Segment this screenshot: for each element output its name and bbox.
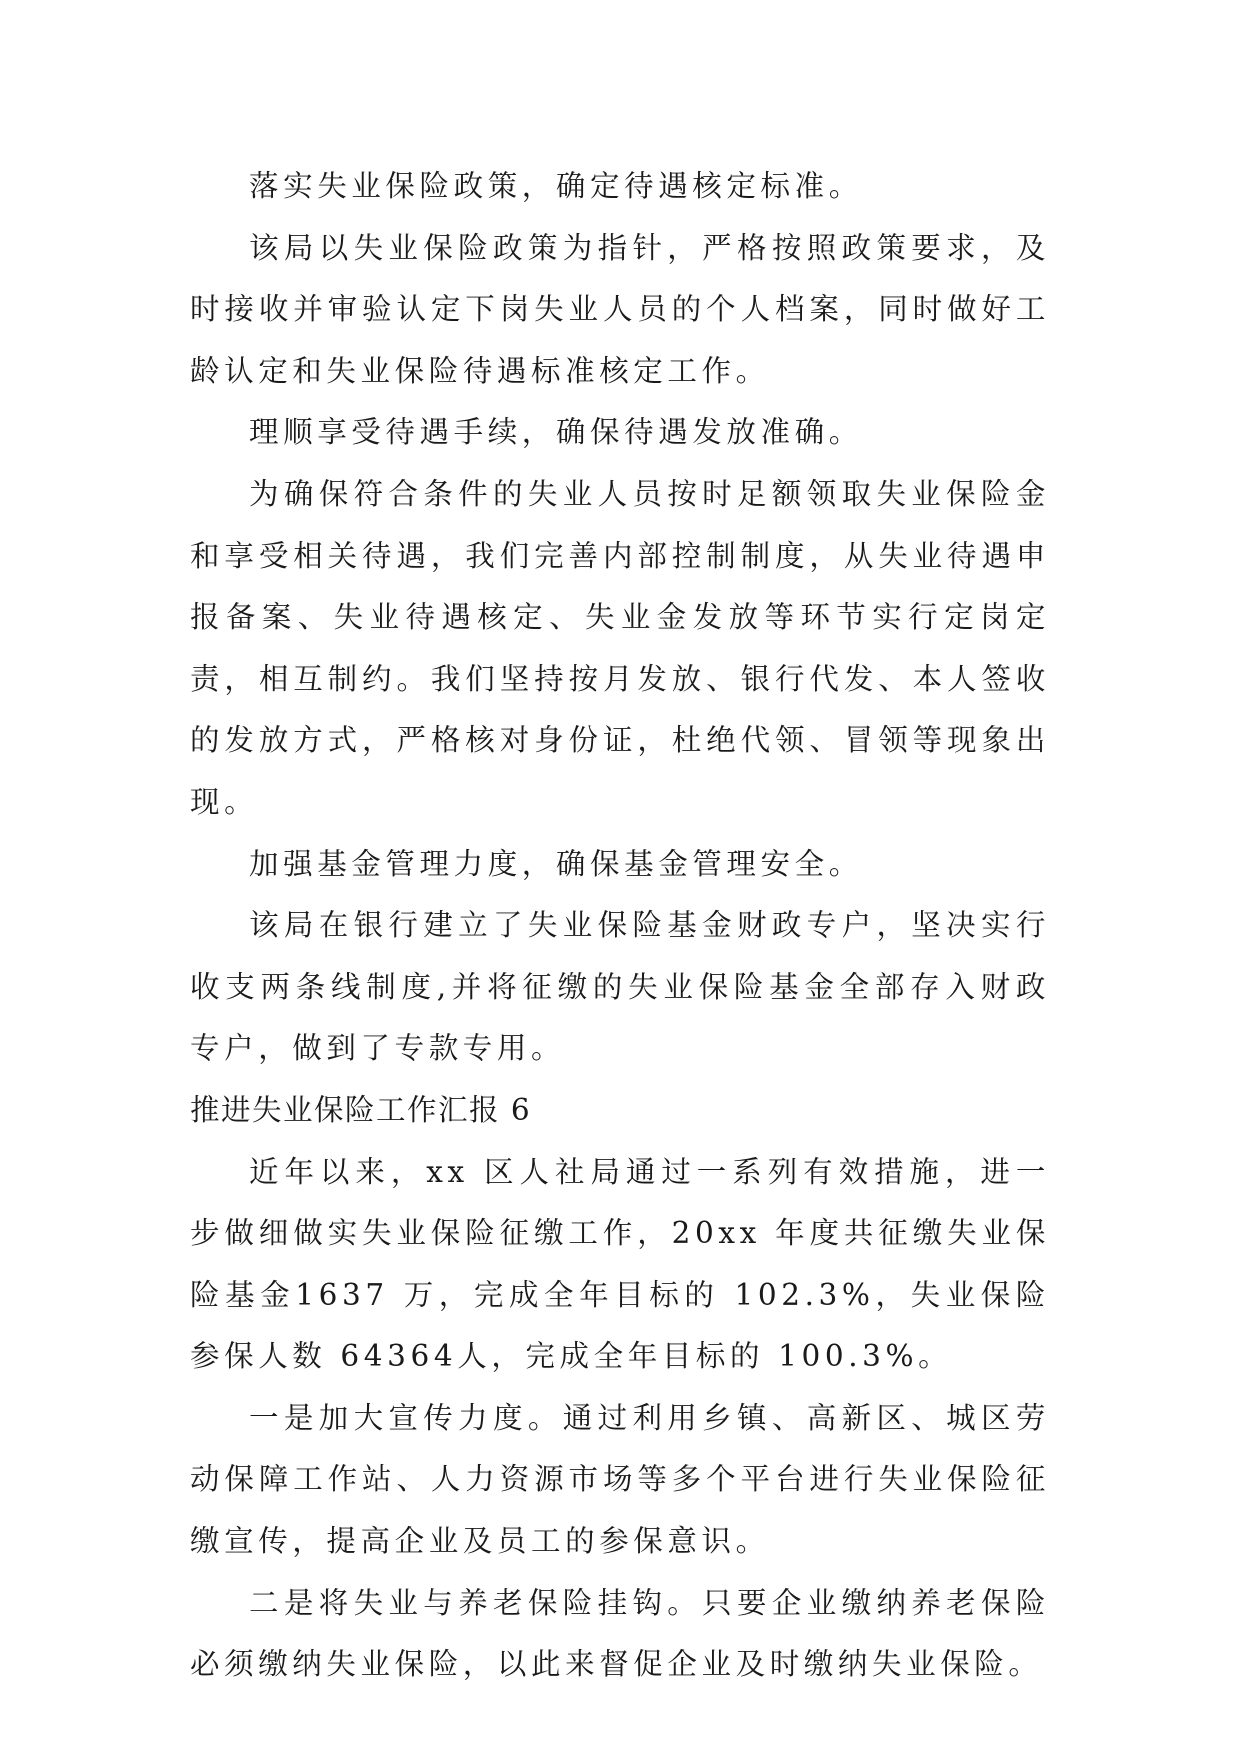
paragraph-policy-body: 该局以失业保险政策为指针，严格按照政策要求，及时接收并审验认定下岗失业人员的个人档案，同时做好工龄认定和失业保险待遇标准核定工作。: [190, 230, 1050, 388]
paragraph-summary: 近年以来，xx 区人社局通过一系列有效措施，进一步做细做实失业保险征缴工作，20xx 年度共征缴失业保险基金1637 万，完成全年目标的 102.3%，失业保险参保人数 64364人，完成全年目标的 100.3%。: [190, 1154, 1050, 1374]
paragraph-procedure-heading: 理顺享受待遇手续，确保待遇发放准确。: [249, 415, 863, 450]
paragraph-pension-link: 二是将失业与养老保险挂钩。只要企业缴纳养老保险必须缴纳失业保险，以此来督促企业及时缴纳失业保险。: [190, 1585, 1050, 1682]
paragraph-publicity: 一是加大宣传力度。通过利用乡镇、高新区、城区劳动保障工作站、人力资源市场等多个平台进行失业保险征缴宣传，提高企业及员工的参保意识。: [190, 1400, 1050, 1559]
paragraph-procedure-body: 为确保符合条件的失业人员按时足额领取失业保险金和享受相关待遇，我们完善内部控制制度，从失业待遇申报备案、失业待遇核定、失业金发放等环节实行定岗定责，相互制约。我们坚持按月发放、银行代发、本人签收的发放方式，严格核对身份证，杜绝代领、冒领等现象出现。: [190, 476, 1050, 819]
paragraph-fund-heading: 加强基金管理力度，确保基金管理安全。: [249, 846, 863, 881]
paragraph-fund-body: 该局在银行建立了失业保险基金财政专户，坚决实行收支两条线制度,并将征缴的失业保险基金全部存入财政专户，做到了专款专用。: [190, 908, 1050, 1066]
section-title: 推进失业保险工作汇报 6: [190, 1092, 532, 1127]
paragraph-policy-heading: 落实失业保险政策，确定待遇核定标准。: [249, 169, 863, 203]
document-body: [190, 156, 1050, 1696]
